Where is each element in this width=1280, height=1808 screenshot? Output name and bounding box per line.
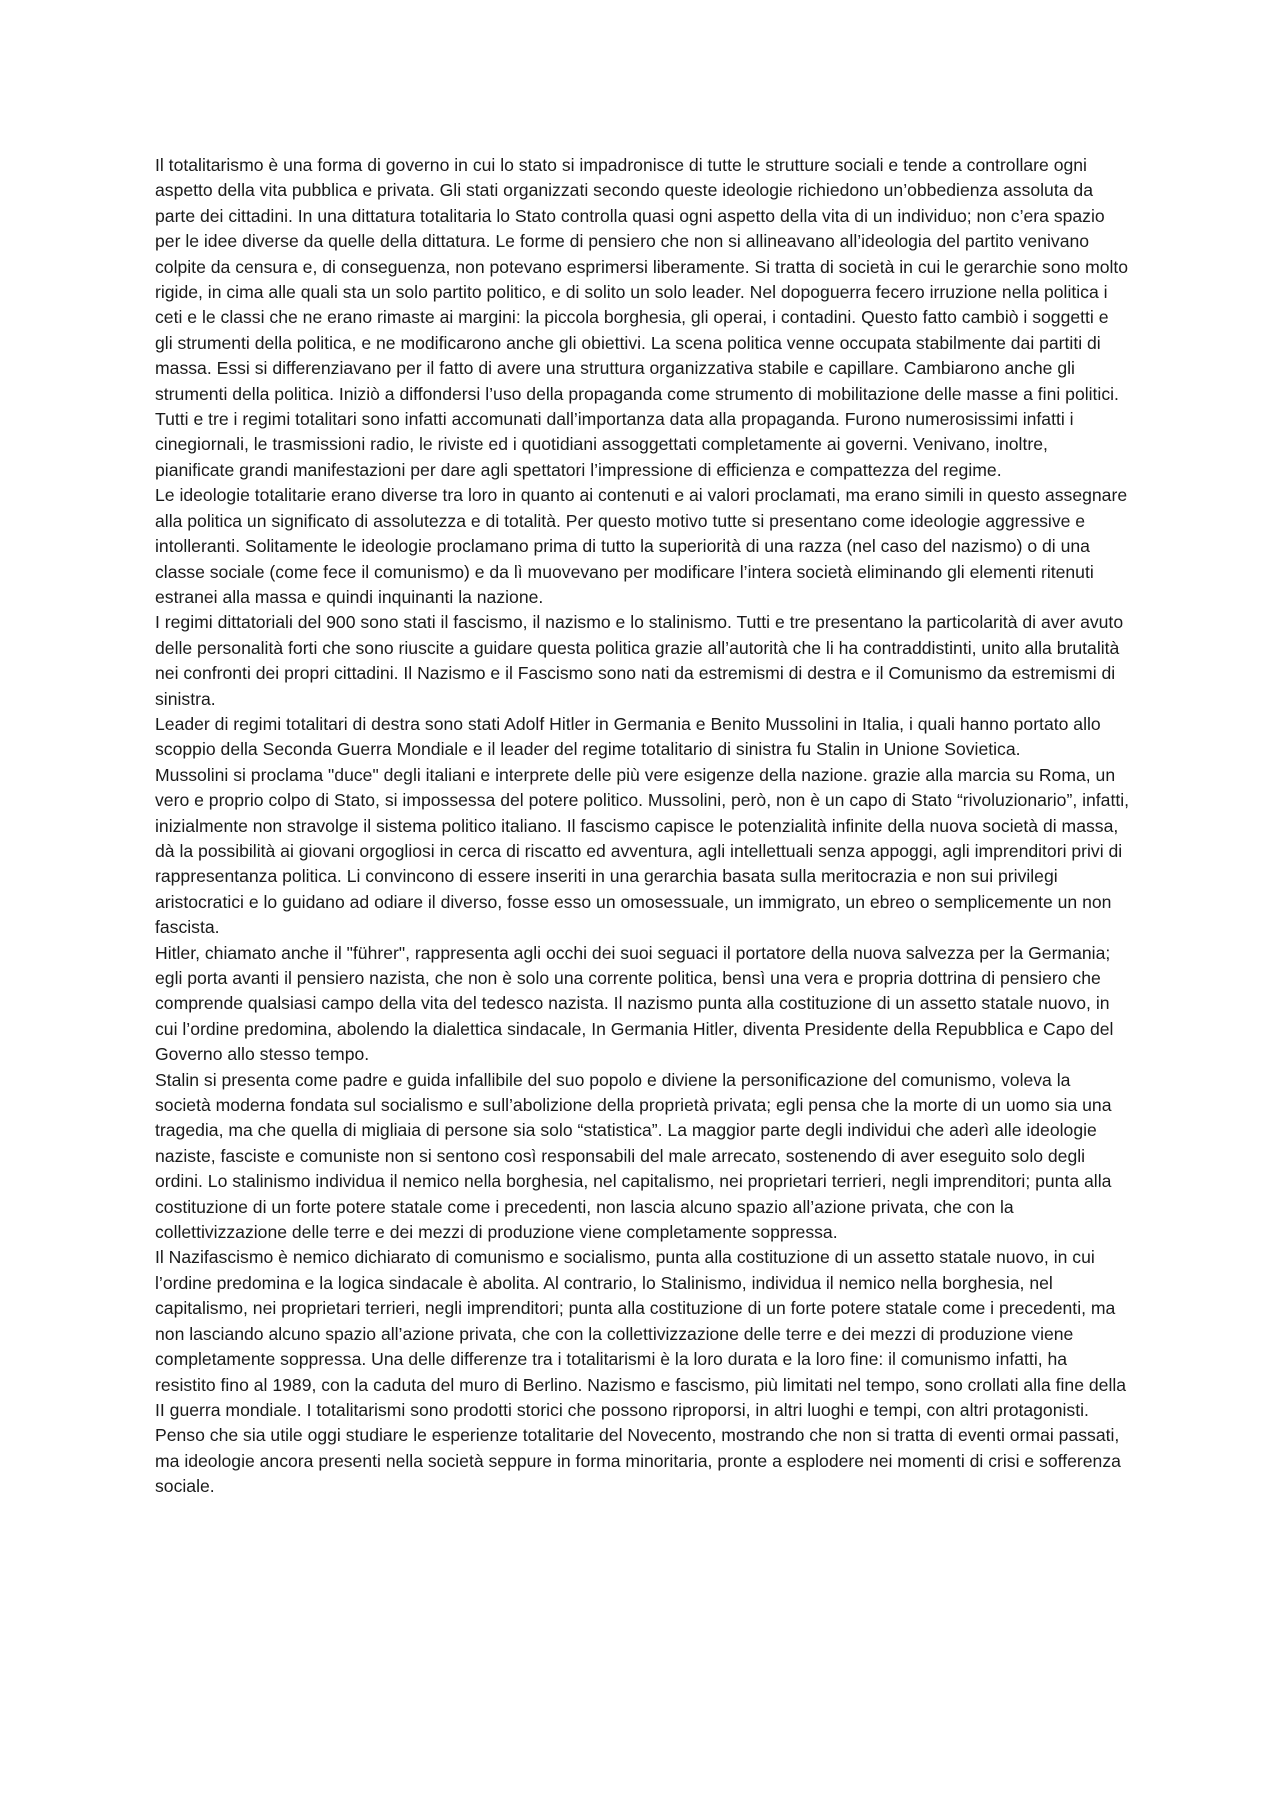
paragraph-mussolini: Mussolini si proclama "duce" degli italiani e interprete delle più vere esigenze della nazione. grazie alla marcia su Roma, un vero e proprio colpo di Stato, si impossessa del potere politico. Mussolini, però, non è un capo di Stato “rivoluzionario”, infatti, inizialmente non stravolge il sistema politico italiano. Il fascismo capisce le potenzialità infinite della nuova società di massa, dà la possibilità ai giovani orgogliosi in cerca di riscatto ed avventura, agli intellettuali senza appoggi, agli imprenditori privi di rappresentanza politica. Li convincono di essere inseriti in una gerarchia basata sulla meritocrazia e non sui privilegi aristocratici e lo guidano ad odiare il diverso, fosse esso un omosessuale, un immigrato, un ebreo o semplicemente un non fascista. bbox=[155, 764, 1130, 938]
paragraph-ideologie: Le ideologie totalitarie erano diverse tra loro in quanto ai contenuti e ai valori proclamati, ma erano simili in questo assegnare alla politica un significato di assolutezza e di totalità. Per questo motivo tutte si presentano come ideologie aggressive e intolleranti. Solitamente le ideologie proclamano prima di tutto la superiorità di una razza (nel caso del nazismo) o di una classe sociale (come fece il comunismo) e da lì muovevano per modificare l’intera società eliminando gli elementi ritenuti estranei alla massa e quindi inquinanti la nazione. bbox=[155, 485, 1128, 607]
paragraph-totalitarismo-intro: Il totalitarismo è una forma di governo in cui lo stato si impadronisce di tutte le strutture sociali e tende a controllare ogni aspetto della vita pubblica e privata. Gli stati organizzati secondo queste ideologie richiedono un’obbedienza assoluta da parte dei cittadini. In una dittatura totalitaria lo Stato controlla quasi ogni aspetto della vita di un individuo; non c’era spazio per le idee diverse da quelle della dittatura. Le forme di pensiero che non si allineavano all’ideologia del partito venivano colpite da censura e, di conseguenza, non potevano esprimersi liberamente. Si tratta di società in cui le gerarchie sono molto rigide, in cima alle quali sta un solo partito politico, e di solito un solo leader. Nel dopoguerra fecero irruzione nella politica i ceti e le classi che ne erano rimaste ai margini: la piccola borghesia, gli operai, i contadini. Questo fatto cambiò i soggetti e gli strumenti della politica, e ne modificarono anche gli obiettivi. La scena politica venne occupata stabilmente dai partiti di massa. Essi si differenziavano per il fatto di avere una struttura organizzativa stabile e capillare. Cambiarono anche gli strumenti della politica. Iniziò a diffondersi l’uso della propaganda come strumento di mobilitazione delle masse a fini politici. Tutti e tre i regimi totalitari sono infatti accomunati dall’importanza data alla propaganda. Furono numerosissimi infatti i cinegiornali, le trasmissioni radio, le riviste ed i quotidiani assoggettati completamente ai governi. Venivano, inoltre, pianificate grandi manifestazioni per dare agli spettatori l’impressione di efficienza e compattezza del regime. bbox=[155, 155, 1129, 480]
paragraph-leader: Leader di regimi totalitari di destra sono stati Adolf Hitler in Germania e Benito Mussolini in Italia, i quali hanno portato allo scoppio della Seconda Guerra Mondiale e il leader del regime totalitario di sinistra fu Stalin in Unione Sovietica. bbox=[155, 713, 1101, 760]
paragraph-regimi-dittatoriali: I regimi dittatoriali del 900 sono stati il fascismo, il nazismo e lo stalinismo. Tutti e tre presentano la particolarità di aver avuto delle personalità forti che sono riuscite a guidare questa politica grazie all’autorità che li ha contraddistinti, unito alla brutalità nei confronti dei propri cittadini. Il Nazismo e il Fascismo sono nati da estremismi di destra e il Comunismo da estremismi di sinistra. bbox=[155, 612, 1124, 709]
document-page bbox=[155, 153, 1130, 1500]
paragraph-stalin: Stalin si presenta come padre e guida infallibile del suo popolo e diviene la personificazione del comunismo, voleva la società moderna fondata sul socialismo e sull’abolizione della proprietà privata; egli pensa che la morte di un uomo sia una tragedia, ma che quella di migliaia di persone sia solo “statistica”. La maggior parte degli individui che aderì alle ideologie naziste, fasciste e comuniste non si sentono così responsabili del male arrecato, sostenendo di aver eseguito solo degli ordini. Lo stalinismo individua il nemico nella borghesia, nel capitalismo, nei proprietari terrieri, negli imprenditori; punta alla costituzione di un forte potere statale come i precedenti, non lascia alcuno spazio all’azione privata, che con la collettivizzazione delle terre e dei mezzi di produzione viene completamente soppressa. bbox=[155, 1069, 1112, 1243]
paragraph-nazifascismo: Il Nazifascismo è nemico dichiarato di comunismo e socialismo, punta alla costituzione di un assetto statale nuovo, in cui l’ordine predomina e la logica sindacale è abolita. Al contrario, lo Stalinismo, individua il nemico nella borghesia, nel capitalismo, nei proprietari terrieri, negli imprenditori; punta alla costituzione di un forte potere statale come i precedenti, ma non lasciando alcuno spazio all’azione privata, che con la collettivizzazione delle terre e dei mezzi di produzione viene completamente soppressa. Una delle differenze tra i totalitarismi è la loro durata e la loro fine: il comunismo infatti, ha resistito fino al 1989, con la caduta del muro di Berlino. Nazismo e fascismo, più limitati nel tempo, sono crollati alla fine della II guerra mondiale. I totalitarismi sono prodotti storici che possono riproporsi, in altri luoghi e tempi, con altri protagonisti. Penso che sia utile oggi studiare le esperienze totalitarie del Novecento, mostrando che non si tratta di eventi ormai passati, ma ideologie ancora presenti nella società seppure in forma minoritaria, pronte a esplodere nei momenti di crisi e sofferenza sociale. bbox=[155, 1247, 1127, 1497]
paragraph-hitler: Hitler, chiamato anche il "führer", rappresenta agli occhi dei suoi seguaci il portatore della nuova salvezza per la Germania; egli porta avanti il pensiero nazista, che non è solo una corrente politica, bensì una vera e propria dottrina di pensiero che comprende qualsiasi campo della vita del tedesco nazista. Il nazismo punta alla costituzione di un assetto statale nuovo, in cui l’ordine predomina, abolendo la dialettica sindacale, In Germania Hitler, diventa Presidente della Repubblica e Capo del Governo allo stesso tempo. bbox=[155, 942, 1114, 1065]
